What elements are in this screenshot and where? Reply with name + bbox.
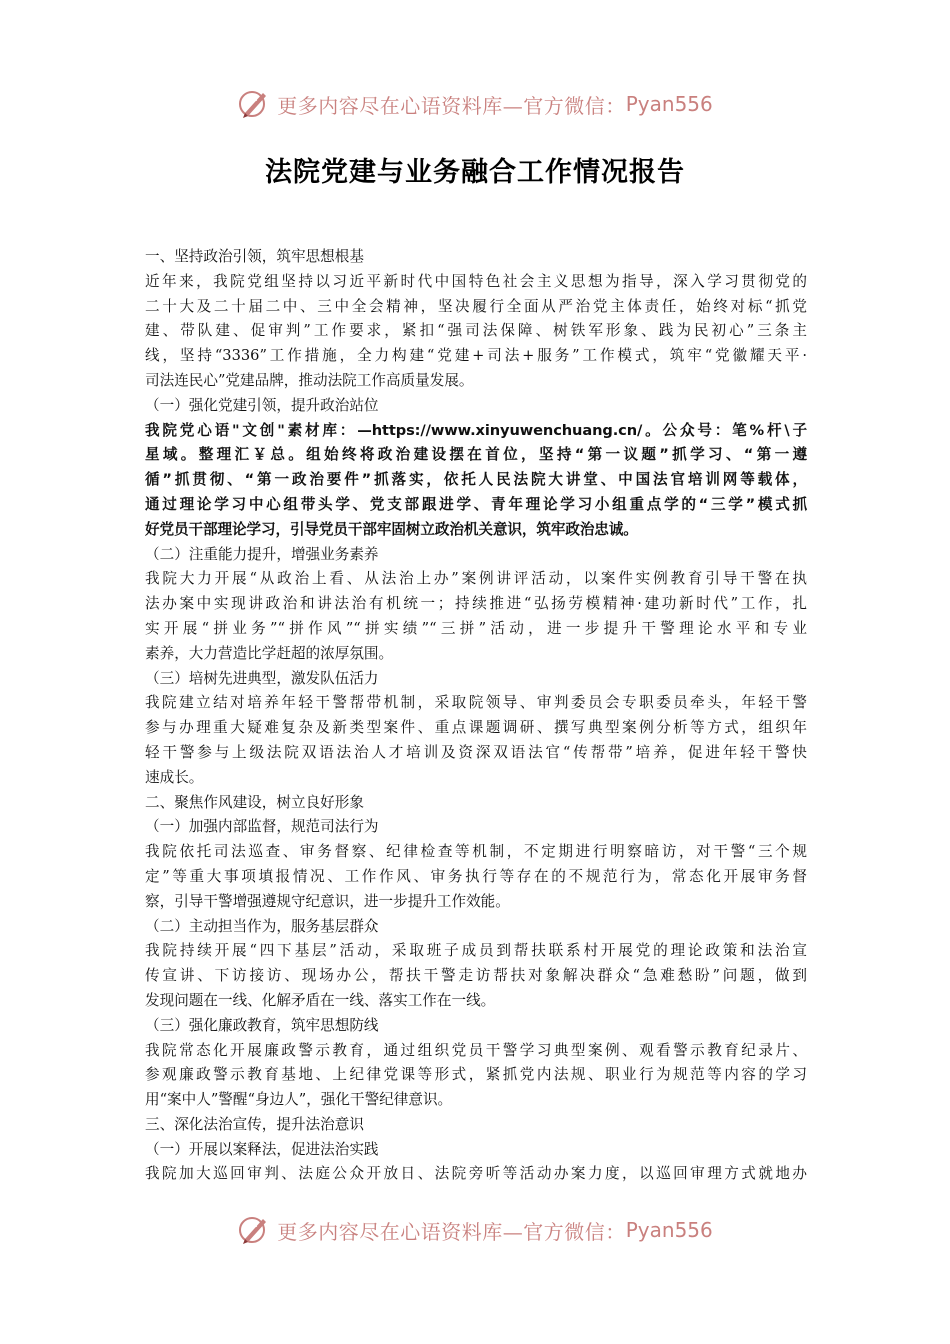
text-line: （一）开展以案释法，促进法治实践 — [145, 1140, 379, 1158]
text-line: 速成长。 — [145, 768, 204, 786]
text-line: 一、坚持政治引领，筑牢思想根基 — [145, 248, 364, 265]
text-line: 法办案中实现讲政治和讲法治有机统一；持续推进“弘扬劳模精神·建功新时代”工作，扎 — [145, 595, 807, 613]
pen-logo-icon — [237, 87, 271, 121]
text-line: 素养，大力营造比学赶超的浓厚氛围。 — [145, 644, 394, 662]
text-line: （一）加强内部监督，规范司法行为 — [145, 818, 379, 836]
document-body — [145, 245, 807, 1187]
text-line: 我院大力开展“从政治上看、从法治上办”案例讲评活动，以案件实例教育引导干警在执 — [145, 570, 807, 588]
text-line: 发现问题在一线、化解矛盾在一线、落实工作在一线。 — [145, 991, 496, 1009]
text-line: 察，引导干警增强遵规守纪意识，进一步提升工作效能。 — [145, 892, 510, 910]
text-line: 星域。整理汇￥总。组始终将政治建设摆在首位，坚持“第一议题”抓学习、“第一遵 — [145, 446, 807, 464]
text-line: 我院持续开展“四下基层”活动，采取班子成员到帮扶联系村开展党的理论政策和法治宣 — [145, 942, 807, 960]
banner-text: 更多内容尽在心语资料库—官方微信： — [277, 93, 626, 118]
text-line: 司法连民心”党建品牌，推动法院工作高质量发展。 — [145, 371, 474, 389]
text-line: 二、聚焦作风建设，树立良好形象 — [145, 793, 364, 811]
text-line: 参观廉政警示教育基地、上纪律党课等形式，紧抓党内法规、职业行为规范等内容的学习 — [145, 1066, 807, 1084]
text-line: 我院建立结对培养年轻干警帮带机制，采取院领导、审判委员会专职委员牵头，年轻干警 — [145, 694, 807, 712]
footer-watermark-banner — [0, 1210, 950, 1250]
text-line: 我院加大巡回审判、法庭公众开放日、法院旁听等活动办案力度，以巡回审理方式就地办 — [145, 1165, 807, 1183]
text-line: 我院党心语"文创"素材库：—https://www.xinyuwenchuang.cn/。公众号：笔%杆\子 — [145, 421, 807, 439]
banner-handle: Pyan556 — [625, 1218, 713, 1242]
text-line: 建、带队建、促审判”工作要求，紧扣“强司法保障、树铁军形象、践为民初心”三条主 — [145, 322, 807, 340]
banner-text: 更多内容尽在心语资料库—官方微信： — [277, 1219, 626, 1244]
text-line: （一）强化党建引领，提升政治站位 — [145, 396, 379, 414]
header-watermark-banner — [0, 84, 950, 124]
text-line: （三）强化廉政教育，筑牢思想防线 — [145, 1016, 379, 1034]
text-line: 参与办理重大疑难复杂及新类型案件、重点课题调研、撰写典型案例分析等方式，组织年 — [145, 719, 807, 737]
text-line: 我院依托司法巡查、审务督察、纪律检查等机制，不定期进行明察暗访，对干警“三个规 — [145, 843, 807, 861]
text-line: 我院常态化开展廉政警示教育，通过组织党员干警学习典型案例、观看警示教育纪录片、 — [145, 1041, 807, 1059]
text-line: 定”等重大事项填报情况、工作作风、审务执行等存在的不规范行为，常态化开展审务督 — [145, 867, 807, 885]
text-line: 线，坚持“3336”工作措施，全力构建“党建+司法+服务”工作模式，筑牢“党徽耀天平· — [145, 347, 807, 365]
text-line: 好党员干部理论学习，引导党员干部牢固树立政治机关意识，筑牢政治忠诚。 — [145, 520, 638, 538]
text-line: 实开展“拼业务”“拼作风”“拼实绩”“三拼”活动，进一步提升干警理论水平和专业 — [145, 619, 807, 637]
text-line: （二）主动担当作为，服务基层群众 — [145, 917, 379, 935]
text-line: 传宣讲、下访接访、现场办公，帮扶干警走访帮扶对象解决群众“急难愁盼”问题，做到 — [145, 967, 807, 985]
text-line: 通过理论学习中心组带头学、党支部跟进学、青年理论学习小组重点学的“三学”模式抓 — [145, 495, 807, 513]
document-title: 法院党建与业务融合工作情况报告 — [265, 157, 685, 188]
text-line: （二）注重能力提升，增强业务素养 — [145, 545, 379, 563]
text-line: 轻干警参与上级法院双语法治人才培训及资深双语法官“传帮带”培养，促进年轻干警快 — [145, 743, 807, 761]
text-line: （三）培树先进典型，激发队伍活力 — [145, 669, 379, 687]
pen-logo-icon — [237, 1213, 271, 1247]
text-line: 用“案中人”警醒“身边人”，强化干警纪律意识。 — [145, 1091, 453, 1109]
text-line: 二十大及二十届二中、三中全会精神，坚决履行全面从严治党主体责任，始终对标“抓党 — [145, 297, 807, 315]
banner-handle: Pyan556 — [625, 92, 713, 116]
text-line: 三、深化法治宣传，提升法治意识 — [145, 1115, 364, 1133]
text-line: 循”抓贯彻、“第一政治要件”抓落实，依托人民法院大讲堂、中国法官培训网等载体， — [145, 471, 807, 489]
text-line: 近年来，我院党组坚持以习近平新时代中国特色社会主义思想为指导，深入学习贯彻党的 — [145, 272, 807, 290]
